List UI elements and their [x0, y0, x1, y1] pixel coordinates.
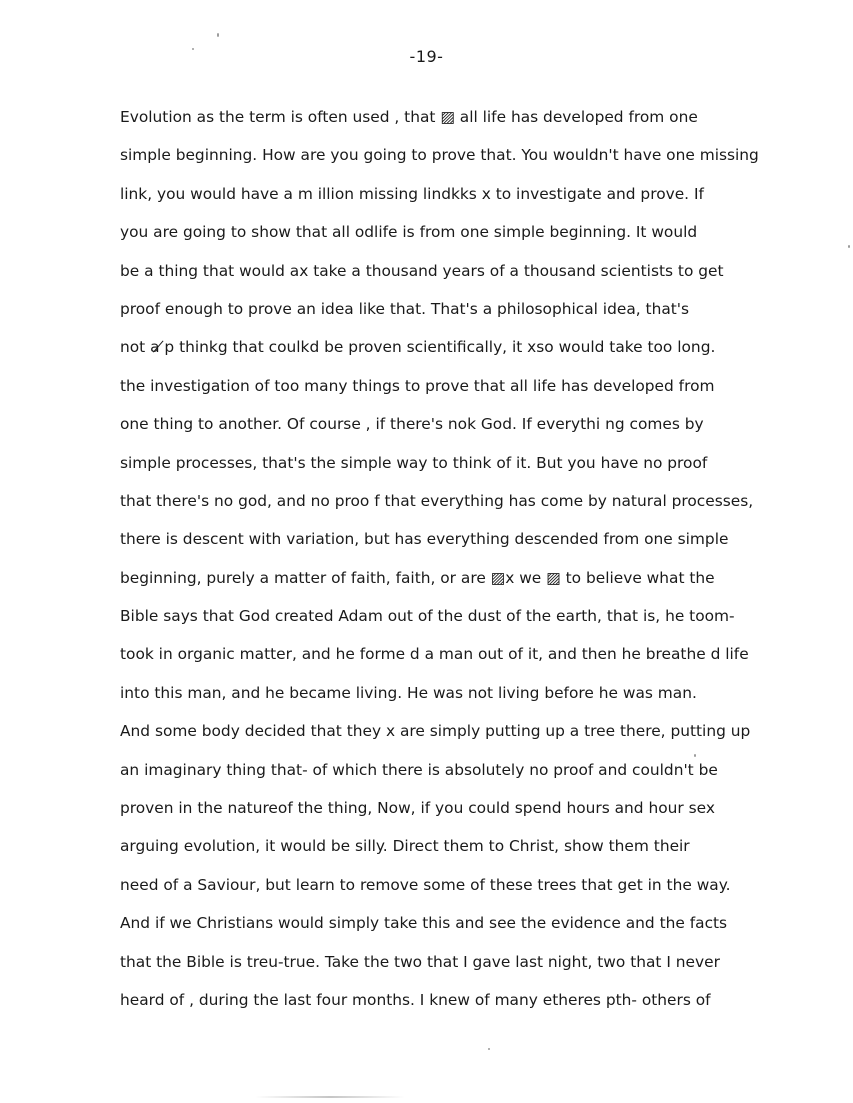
text-line: simple processes, that's the simple way to think of it. But you have no proof [120, 453, 708, 472]
scan-speck [694, 754, 696, 757]
text-line: into this man, and he became living. He was not living before he was man. [120, 683, 697, 702]
page-number: -19- [409, 47, 444, 66]
text-line: the investigation of too many things to prove that all life has developed from [120, 376, 715, 395]
text-line: not a ̸p thinkg that coulkd be proven scientifically, it xso would take too long. [120, 338, 716, 357]
body-text [120, 104, 835, 1025]
scan-speck [217, 33, 219, 37]
text-line: be a thing that would ax take a thousand years of a thousand scientists to get [120, 261, 724, 280]
text-line: heard of , during the last four months. I knew of many etheres pth- others of [120, 990, 711, 1009]
text-line: simple beginning. How are you going to prove that. You wouldn't have one missing [120, 146, 759, 165]
text-line: beginning, purely a matter of faith, faith, or are ▨x we ▨ to believe what the [120, 568, 715, 587]
text-line: proven in the natureof the thing, Now, if you could spend hours and hour sex [120, 799, 715, 818]
text-line: that the Bible is treu-true. Take the two that I gave last night, two that I never [120, 952, 720, 971]
text-line: there is descent with variation, but has everything descended from one simple [120, 530, 729, 549]
text-line: that there's no god, and no proo f that everything has come by natural processes, [120, 491, 754, 510]
text-line: arguing evolution, it would be silly. Direct them to Christ, show them their [120, 837, 690, 856]
scan-speck [192, 48, 194, 50]
text-line: you are going to show that all odlife is from one simple beginning. It would [120, 223, 698, 242]
text-line: an imaginary thing that- of which there is absolutely no proof and couldn't be [120, 760, 718, 779]
scan-smudge [255, 1096, 405, 1098]
text-line: Evolution as the term is often used , that ▨ all life has developed from one [120, 108, 698, 126]
scan-speck [488, 1048, 490, 1050]
text-line: Bible says that God created Adam out of the dust of the earth, that is, he toom- [120, 607, 735, 626]
text-line: And if we Christians would simply take this and see the evidence and the facts [120, 914, 728, 933]
text-line: took in organic matter, and he forme d a man out of it, and then he breathe d life [120, 645, 749, 664]
text-line: one thing to another. Of course , if there's nok God. If everythi ng comes by [120, 415, 704, 434]
text-line: need of a Saviour, but learn to remove some of these trees that get in the way. [120, 875, 731, 894]
text-line: And some body decided that they x are simply putting up a tree there, putting up [120, 722, 751, 741]
scan-speck [848, 245, 850, 248]
text-line: proof enough to prove an idea like that. That's a philosophical idea, that's [120, 299, 690, 318]
text-line: link, you would have a m illion missing lindkks x to investigate and prove. If [120, 184, 704, 203]
